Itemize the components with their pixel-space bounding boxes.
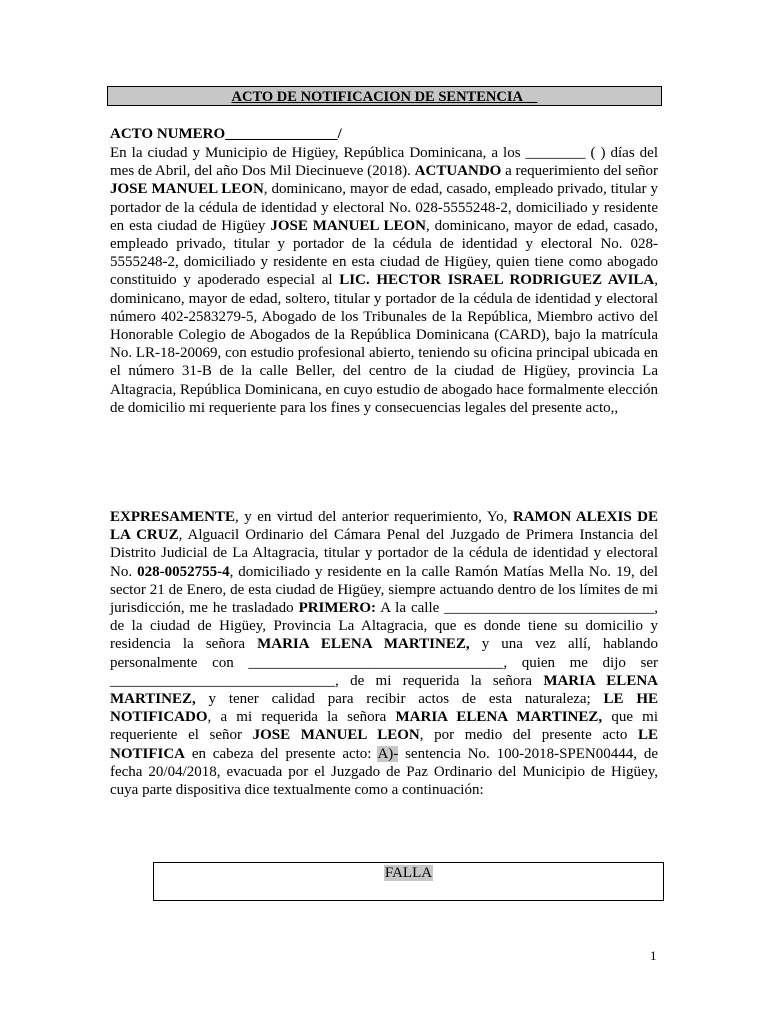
bold-text-run: EXPRESAMENTE bbox=[110, 509, 236, 525]
bold-text-run: LIC. HECTOR ISRAEL RODRIGUEZ AVILA bbox=[339, 272, 655, 289]
bold-text-run: LE NOTIFICA bbox=[110, 727, 658, 762]
acto-numero-heading: ACTO NUMERO_______________/ bbox=[110, 126, 342, 142]
document-title-box bbox=[107, 86, 662, 106]
document-title: ACTO DE NOTIFICACION DE SENTENCIA__ bbox=[231, 89, 538, 105]
bold-text-run: JOSE MANUEL LEON bbox=[270, 217, 427, 234]
bold-text-run: ACTUANDO bbox=[414, 163, 502, 180]
text-run: que mi requeriente el señor bbox=[110, 709, 658, 744]
page-number: 1 bbox=[650, 948, 657, 963]
falla-box bbox=[153, 862, 664, 901]
text-run: en cabeza del presente acto: bbox=[185, 745, 378, 762]
text-run: y tener calidad para recibir actos de esta naturaleza; bbox=[195, 691, 604, 708]
text-run: a requerimiento del señor bbox=[501, 163, 658, 180]
bold-text-run: LE HE NOTIFICADO bbox=[110, 691, 658, 726]
text-run: , domiciliado y residente en la calle Ramón Matías Mella No. 19, del sector 21 de Enero, de esta ciudad de Higüey, siempre actuando dentro de los límites de mi jurisdicción, me he trasladado bbox=[110, 563, 658, 617]
paragraph-actuando bbox=[110, 144, 658, 417]
text-run: , dominicano, mayor de edad, casado, empleado privado, titular y portador de la cédula de identidad y electoral No. 028-5555248-2, domiciliado y residente en esta ciudad de Higüey, quien tiene como abogado constituido y apoderado especial al bbox=[110, 217, 658, 289]
paragraph-expresamente bbox=[110, 508, 658, 799]
bold-text-run: MARIA ELENA MARTINEZ, bbox=[395, 709, 603, 726]
bold-text-run: JOSE MANUEL LEON bbox=[252, 727, 420, 744]
text-run: , por medio del presente acto bbox=[419, 727, 638, 744]
text-run: , dominicano, mayor de edad, casado, empleado privado, titular y portador de la cédula de identidad y electoral No. 028-5555248-2, domiciliado y residente en esta ciudad de Higüey bbox=[110, 181, 658, 234]
text-run: , a mi requerida la señora bbox=[207, 709, 396, 726]
text-run: A la calle ____________________________, de la ciudad de Higüey, Provincia La Altagracia, que es donde tiene su domicilio y residencia la señora bbox=[110, 600, 658, 653]
falla-label: FALLA bbox=[384, 865, 433, 881]
bold-text-run: MARIA ELENA MARTINEZ, bbox=[110, 672, 658, 708]
bold-text-run: RAMON ALEXIS DE LA CRUZ bbox=[110, 509, 658, 544]
bold-text-run: 028-0052755-4 bbox=[137, 563, 230, 580]
text-run: , dominicano, mayor de edad, soltero, titular y portador de la cédula de identidad y electoral número 402-2583279-5, Abogado de los Tribunales de la República, Miembro activo del Honorable Colegio de Abogados de la República Dominicana (CARD), bajo la matrícula No. LR-18-20069, con estudio profesional abierto, teniendo su oficina principal ubicada en el número 31-B de la calle Beller, del centro de la ciudad de Higüey, provincia La Altagracia, República Dominicana, en cuyo estudio de abogado hace formalmente elección de domicilio mi requeriente para los fines y consecuencias legales del presente acto,, bbox=[110, 272, 659, 416]
highlighted-text-run: A)- bbox=[377, 745, 399, 762]
text-run: , Alguacil Ordinario del Cámara Penal del Juzgado de Primera Instancia del Distrito Judicial de La Altagracia, titular y portador de la cédula de identidad y electoral No. bbox=[110, 527, 659, 580]
text-run: sentencia No. 100-2018-SPEN00444, de fecha 20/04/2018, evacuada por el Juzgado de Paz Ordinario del Municipio de Higüey, cuya parte dispositiva dice textualmente como a continuación: bbox=[110, 745, 658, 799]
text-run: , y en virtud del anterior requerimiento, Yo, bbox=[235, 509, 513, 525]
bold-text-run: PRIMERO: bbox=[298, 600, 377, 617]
bold-text-run: MARIA ELENA MARTINEZ, bbox=[257, 636, 470, 653]
text-run: y una vez allí, hablando personalmente con __________________________________, quien me dijo ser ______________________________, de mi requerida la señora bbox=[110, 636, 658, 689]
text-run: En la ciudad y Municipio de Higüey, República Dominicana, a los ________ ( ) días del mes de Abril, del año Dos Mil Diecinueve (2018). bbox=[110, 145, 658, 180]
bold-text-run: JOSE MANUEL LEON bbox=[110, 181, 264, 198]
